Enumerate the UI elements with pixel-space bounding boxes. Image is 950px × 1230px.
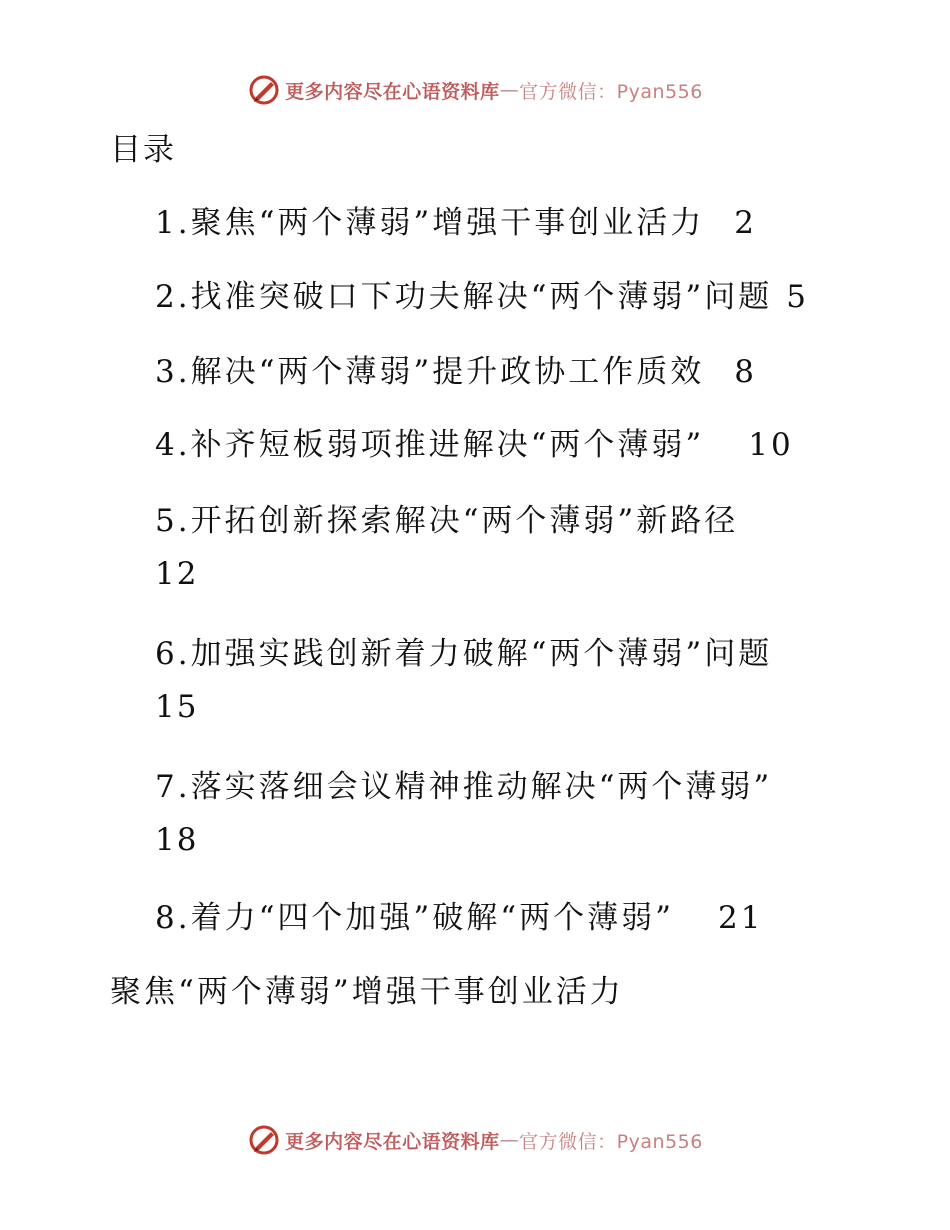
header-watermark (0, 70, 950, 110)
toc-item-text: 8.着力“四个加强”破解“两个薄弱” (155, 900, 674, 936)
toc-item[interactable] (155, 346, 757, 391)
toc-item-page: 12 (155, 556, 199, 592)
toc-item-page: 8 (734, 354, 758, 390)
toc-item-text: 4.补齐短板弱项推进解决“两个薄弱” (155, 427, 705, 463)
toc-item-text: 5.开拓创新探索解决“两个薄弱”新路径 (155, 503, 739, 539)
watermark-brand: 更多内容尽在心语资料库 (285, 80, 500, 103)
watermark-separator: — (499, 79, 520, 101)
toc-item-text: 3.解决“两个薄弱”提升政协工作质效 (155, 354, 705, 390)
toc-item-page: 10 (748, 427, 794, 463)
watermark-contact: 官方微信：Pyan556 (519, 1130, 703, 1153)
pen-logo-icon (247, 1123, 281, 1157)
toc-item[interactable] (155, 892, 763, 937)
toc-item[interactable] (155, 271, 809, 316)
toc-item[interactable] (155, 495, 738, 540)
toc-item-text: 6.加强实践创新着力破解“两个薄弱”问题 (155, 636, 773, 672)
footer-watermark (0, 1120, 950, 1160)
toc-item-page: 15 (155, 689, 199, 725)
toc-item-text: 7.落实落细会议精神推动解决“两个薄弱” (155, 769, 773, 805)
toc-item-text: 1.聚焦“两个薄弱”增强干事创业活力 (155, 205, 705, 241)
toc-item-page: 18 (155, 822, 199, 858)
pen-logo-icon (247, 73, 281, 107)
toc-item-text: 2.找准突破口下功夫解决“两个薄弱”问题 (155, 279, 773, 315)
toc-item[interactable] (155, 197, 757, 242)
watermark-contact: 官方微信：Pyan556 (519, 80, 703, 103)
toc-heading: 目录 (110, 132, 176, 168)
toc-item-page: 21 (717, 900, 764, 936)
toc-item-page: 2 (734, 205, 758, 241)
toc-item-page: 5 (786, 279, 810, 315)
watermark-brand: 更多内容尽在心语资料库 (285, 1130, 500, 1153)
toc-item[interactable] (155, 419, 794, 464)
watermark-separator: — (499, 1129, 520, 1151)
toc-item[interactable] (155, 761, 772, 806)
toc-item[interactable] (155, 628, 772, 673)
section-heading: 聚焦“两个薄弱”增强干事创业活力 (110, 974, 624, 1010)
